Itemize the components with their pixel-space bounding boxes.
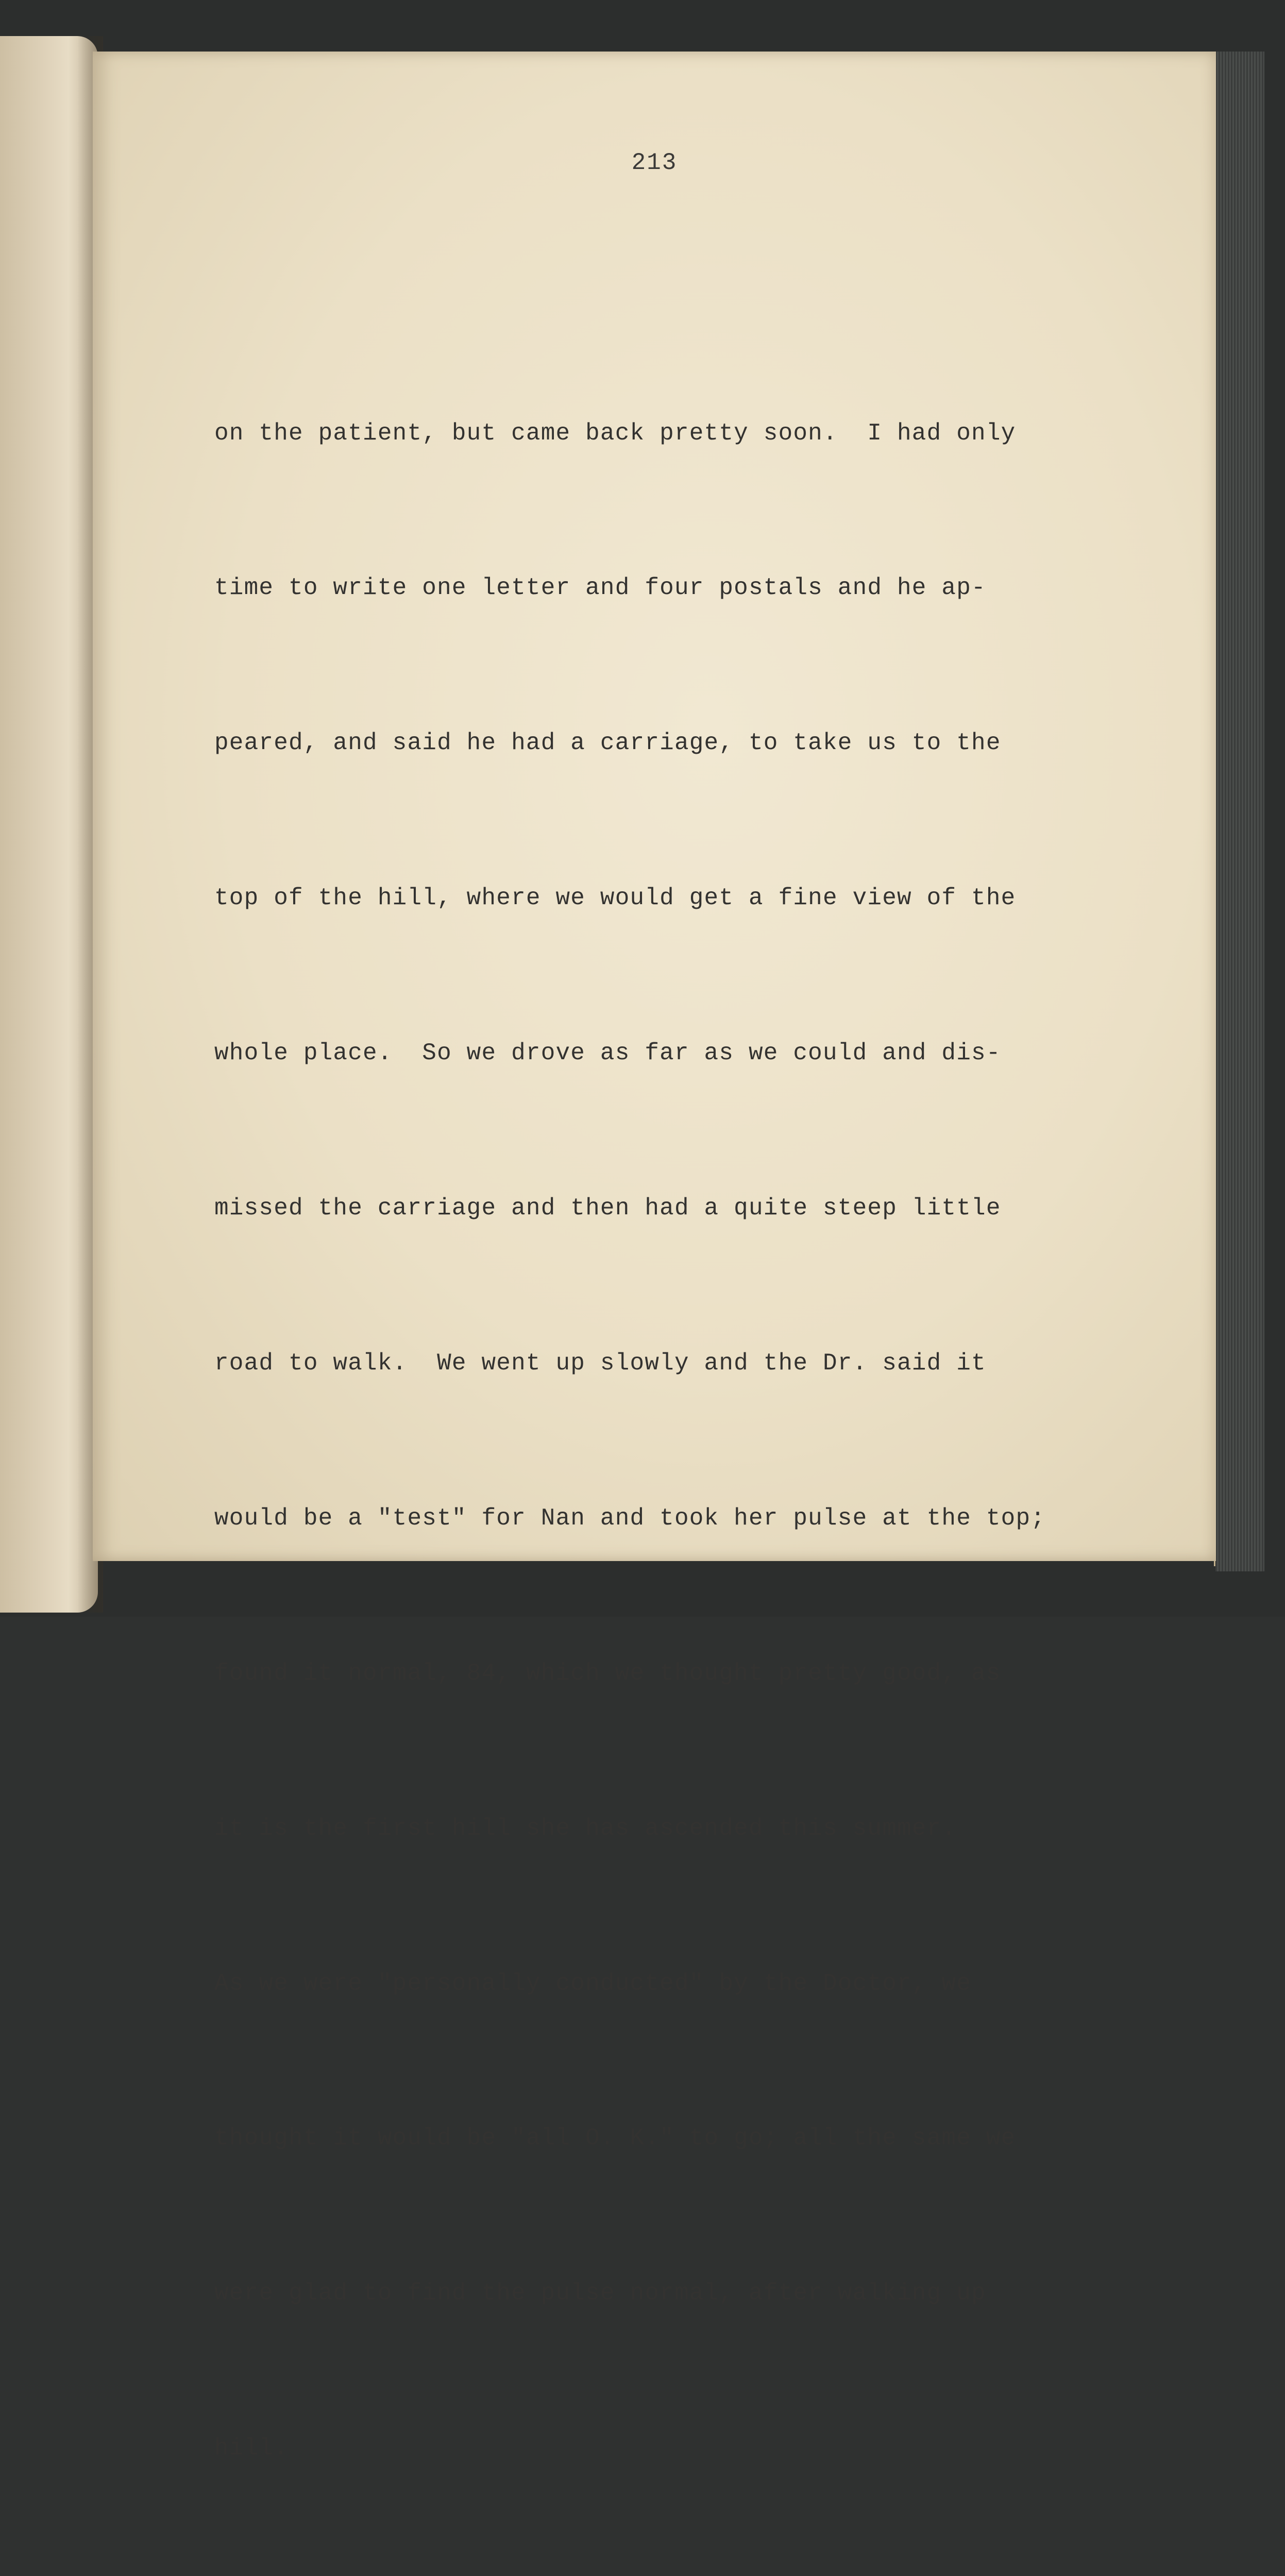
text-line: hill.	[214, 2435, 289, 2462]
text-line: road to walk. We went up slowly and the Dr. said it	[214, 1349, 986, 1377]
text-line: top of the hill, where we would get a fine view of the	[214, 885, 1016, 912]
text-line: whole place. So we drove as far as we could and dis-	[214, 1040, 1001, 1067]
text-line: missed the carriage and then had a quite steep little	[214, 1195, 1001, 1222]
text-line: peared, and said he had a carriage, to take us to the	[214, 730, 1001, 757]
body-text	[214, 304, 1193, 2576]
text-line: found it normal, 84, which we thought pretty good, as	[214, 1659, 1001, 1687]
text-line: on the patient, but came back pretty soon. I had only	[214, 419, 1016, 447]
text-line: would be a "test" for Nan and took her pulse at the top;	[214, 1504, 1046, 1532]
page-number: 213	[631, 149, 678, 176]
text-line: it is the first hill she has ascended this summer.	[214, 1815, 957, 1842]
text-line: time to write one letter and four postals and he ap-	[214, 574, 986, 602]
text-line: were glad to find the pulse normal, after walking up	[214, 2280, 986, 2307]
text-line: thought it would be "all O. K." to go; all the same we	[214, 2125, 1016, 2152]
text-line: As we were "personally conducted" by the Doctor, we	[214, 1970, 972, 1997]
book-cover-edge	[1215, 52, 1264, 1571]
document-page	[93, 52, 1216, 2462]
